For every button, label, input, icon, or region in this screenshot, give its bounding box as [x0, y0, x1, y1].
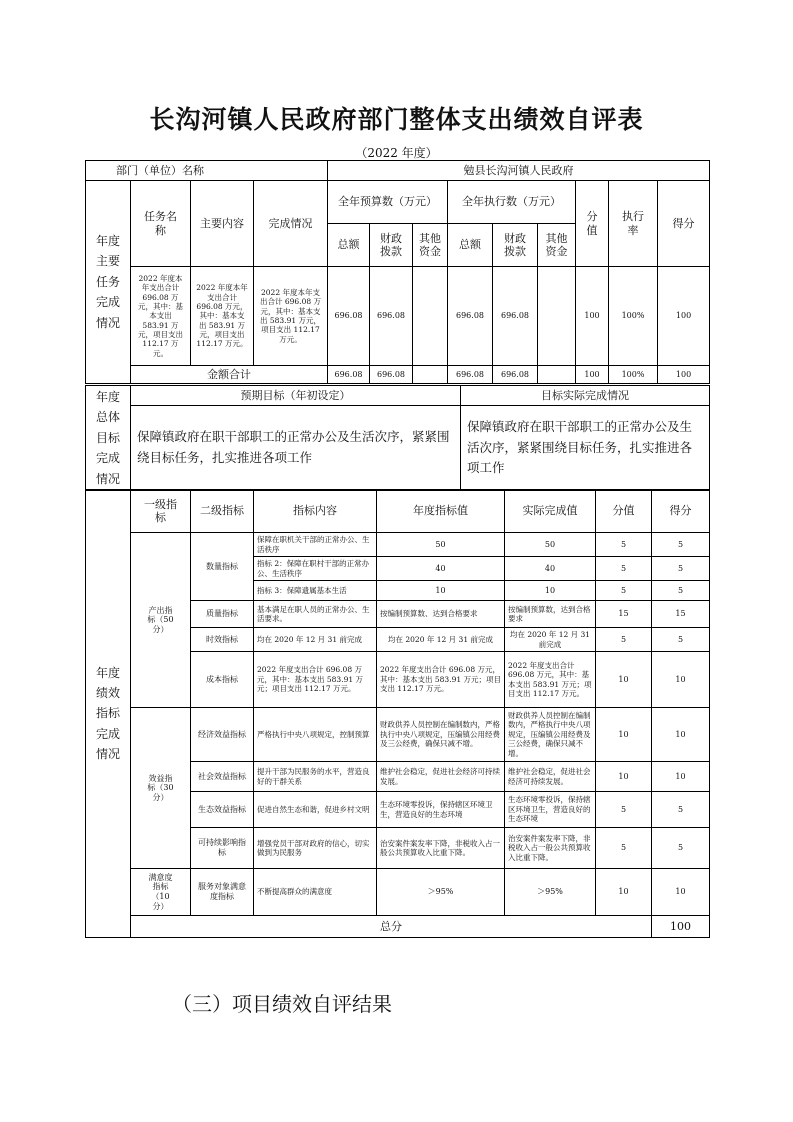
- budget-fiscal-cell: 696.08: [370, 267, 413, 366]
- indicator-target: 均在 2020 年 12 月 31 前完成: [377, 628, 505, 652]
- level2-label: 成本指标: [191, 652, 254, 708]
- level2-label: 生态效益指标: [191, 792, 254, 828]
- goals-side-label: 年度总体目标完成情况: [86, 386, 131, 491]
- header-actual-completion: 目标实际完成情况: [461, 386, 710, 406]
- expected-goal-text: 保障镇政府在职干部职工的正常办公及生活次序，紧紧围绕目标任务，扎实推进各项工作: [131, 406, 461, 491]
- indicator-score: 10: [652, 708, 710, 762]
- header-budget-other: 其他资金: [413, 224, 448, 267]
- header-exec-rate: 执行率: [609, 181, 658, 267]
- sum-budget-other: [413, 366, 448, 384]
- indicator-content: 2022 年度支出合计 696.08 万元，其中：基本支出 583.91 万元；项目支出 112.17 万元。: [254, 652, 377, 708]
- header-task-name: 任务名称: [131, 181, 191, 267]
- level2-label: 经济效益指标: [191, 708, 254, 762]
- indicator-actual: 生态环境零投诉，保持辖区环境卫生，营造良好的生态环境: [505, 792, 596, 828]
- indicator-score: 10: [652, 762, 710, 792]
- level1-benefit: 效益指标（30 分）: [131, 708, 191, 869]
- overall-goals-table: [85, 385, 710, 491]
- header-budget-total: 总额: [328, 224, 370, 267]
- level2-label: 时效指标: [191, 628, 254, 652]
- indicator-score: 5: [652, 628, 710, 652]
- header-score: 得分: [652, 490, 710, 533]
- indicator-target: 财政供养人员控制在编制数内，严格执行中央八项规定，压编镇公用经费及三公经费，确保只减不增。: [377, 708, 505, 762]
- header-budget-fiscal: 财政拨款: [370, 224, 413, 267]
- sum-budget-fiscal: 696.08: [370, 366, 413, 384]
- indicators-side-label: 年度绩效指标完成情况: [86, 490, 131, 938]
- indicator-fen: 5: [596, 557, 652, 581]
- sum-label: 金额合计: [131, 366, 328, 384]
- header-fen: 分值: [576, 181, 609, 267]
- level2-label: 社会效益指标: [191, 762, 254, 792]
- level2-label: 可持续影响指标: [191, 828, 254, 869]
- completion-cell: 2022 年度本年支出合计 696.08 万元，其中：基本支出 583.91 万元，项目支出 112.17 万元。: [254, 267, 328, 366]
- dept-label: 部门（单位）名称: [86, 161, 328, 181]
- indicator-fen: 10: [596, 762, 652, 792]
- sum-exec-other: [538, 366, 576, 384]
- header-completion: 完成情况: [254, 181, 328, 267]
- indicator-content: 增强党员干部对政府的信心，切实做到为民服务: [254, 828, 377, 869]
- level2-label: 质量指标: [191, 601, 254, 628]
- sum-score: 100: [658, 366, 710, 384]
- section-heading: （三）项目绩效自评结果: [172, 992, 392, 1016]
- header-main-content: 主要内容: [191, 181, 254, 267]
- header-indicator-content: 指标内容: [254, 490, 377, 533]
- indicator-score: 5: [652, 581, 710, 601]
- header-exec-total: 总额: [448, 224, 493, 267]
- level2-label: 服务对象满意度指标: [191, 869, 254, 916]
- indicator-target: 10: [377, 581, 505, 601]
- indicator-score: 5: [652, 792, 710, 828]
- indicator-score: 5: [652, 828, 710, 869]
- table-row: [86, 708, 710, 762]
- sum-fen: 100: [576, 366, 609, 384]
- indicator-content: 均在 2020 年 12 月 31 前完成: [254, 628, 377, 652]
- exec-other-cell: [538, 267, 576, 366]
- indicator-fen: 5: [596, 828, 652, 869]
- exec-rate-cell: 100%: [609, 267, 658, 366]
- table-row: [86, 533, 710, 557]
- table-row: [86, 869, 710, 916]
- exec-fiscal-cell: 696.08: [493, 267, 538, 366]
- sum-exec-total: 696.08: [448, 366, 493, 384]
- indicator-actual: 10: [505, 581, 596, 601]
- level2-quantity: 数量指标: [191, 533, 254, 601]
- header-level1: 一级指标: [131, 490, 191, 533]
- indicator-score: 5: [652, 533, 710, 557]
- indicator-score: 10: [652, 652, 710, 708]
- total-fen: 100: [652, 916, 710, 938]
- indicator-actual: 均在 2020 年 12 月 31 前完成: [505, 628, 596, 652]
- indicator-target: 维护社会稳定，促进社会经济可持续发展。: [377, 762, 505, 792]
- indicators-table: [85, 489, 710, 938]
- header-annual-target: 年度指标值: [377, 490, 505, 533]
- indicator-target: 治安案件案发率下降，非税收入占一般公共预算收入比重下降。: [377, 828, 505, 869]
- level1-output: 产出指标（50 分）: [131, 533, 191, 708]
- indicator-actual: 2022 年度支出合计 696.08 万元，其中：基本支出 583.91 万元；项目支出 112.17 万元。: [505, 652, 596, 708]
- indicator-actual: 40: [505, 557, 596, 581]
- indicator-content: 严格执行中央八项规定，控制预算: [254, 708, 377, 762]
- header-annual-budget: 全年预算数（万元）: [328, 181, 448, 224]
- indicator-target: 2022 年度支出合计 696.08 万元，其中：基本支出 583.91 万元；项目支出 112.17 万元。: [377, 652, 505, 708]
- indicator-content: 提升干部为民服务的水平，营造良好的干群关系: [254, 762, 377, 792]
- main-content-cell: 2022 年度本年支出合计 696.08 万元，其中：基本支出 583.91 万元，项目支出 112.17 万元。: [191, 267, 254, 366]
- sum-exec-rate: 100%: [609, 366, 658, 384]
- header-score: 得分: [658, 181, 710, 267]
- task-name-cell: 2022 年度本年支出合计 696.08 万元，其中：基本支出 583.91 万元，项目支出 112.17 万元。: [131, 267, 191, 366]
- indicator-actual: 治安案件案发率下降，非税收入占一般公共预算收入比重下降。: [505, 828, 596, 869]
- table-row: [86, 916, 710, 938]
- sum-budget-total: 696.08: [328, 366, 370, 384]
- header-exec-fiscal: 财政拨款: [493, 224, 538, 267]
- main-tasks-table: [85, 160, 710, 384]
- header-fen: 分值: [596, 490, 652, 533]
- header-level2: 二级指标: [191, 490, 254, 533]
- indicator-fen: 10: [596, 708, 652, 762]
- indicator-target: 按编制预算数、达到合格要求: [377, 601, 505, 628]
- header-exec-other: 其他资金: [538, 224, 576, 267]
- budget-total-cell: 696.08: [328, 267, 370, 366]
- indicator-target: ＞95%: [377, 869, 505, 916]
- budget-other-cell: [413, 267, 448, 366]
- indicator-target: 生态环境零投诉，保持辖区环境卫生，营造良好的生态环境: [377, 792, 505, 828]
- actual-completion-text: 保障镇政府在职干部职工的正常办公及生活次序，紧紧围绕目标任务，扎实推进各项工作: [461, 406, 710, 491]
- indicator-content: 指标 2：保障在职村干部的正常办公、生活秩序: [254, 557, 377, 581]
- level1-satisfaction: 满意度指标（10 分）: [131, 869, 191, 916]
- indicator-fen: 15: [596, 601, 652, 628]
- indicator-score: 5: [652, 557, 710, 581]
- indicator-content: 不断提高群众的满意度: [254, 869, 377, 916]
- indicator-content: 基本满足在职人员的正常办公、生活要求。: [254, 601, 377, 628]
- page-title: 长沟河镇人民政府部门整体支出绩效自评表: [149, 105, 644, 134]
- indicator-fen: 5: [596, 628, 652, 652]
- sum-exec-fiscal: 696.08: [493, 366, 538, 384]
- indicator-content: 促进自然生态和谐，促进乡村文明: [254, 792, 377, 828]
- indicator-target: 50: [377, 533, 505, 557]
- indicator-fen: 5: [596, 581, 652, 601]
- indicator-fen: 10: [596, 652, 652, 708]
- header-actual-value: 实际完成值: [505, 490, 596, 533]
- dept-name: 勉县长沟河镇人民政府: [328, 161, 710, 181]
- indicator-actual: ＞95%: [505, 869, 596, 916]
- header-expected-goal: 预期目标（年初设定）: [131, 386, 461, 406]
- tasks-side-label: 年度主要任务完成情况: [86, 181, 131, 384]
- total-label: 总分: [131, 916, 652, 938]
- exec-total-cell: 696.08: [448, 267, 493, 366]
- indicator-actual: 维护社会稳定，促进社会经济可持续发展。: [505, 762, 596, 792]
- indicator-score: 10: [652, 869, 710, 916]
- indicator-fen: 5: [596, 533, 652, 557]
- report-year: （2022 年度）: [355, 146, 438, 160]
- indicator-score: 15: [652, 601, 710, 628]
- indicator-target: 40: [377, 557, 505, 581]
- score-cell: 100: [658, 267, 710, 366]
- indicator-actual: 50: [505, 533, 596, 557]
- indicator-content: 保障在职机关干部的正常办公、生活秩序: [254, 533, 377, 557]
- indicator-actual: 按编制预算数，达到合格要求: [505, 601, 596, 628]
- indicator-actual: 财政供养人员控制在编制数内，严格执行中央八项规定，压编镇公用经费及三公经费，确保只减不增。: [505, 708, 596, 762]
- indicator-fen: 5: [596, 792, 652, 828]
- header-annual-execution: 全年执行数（万元）: [448, 181, 576, 224]
- indicator-fen: 10: [596, 869, 652, 916]
- indicator-content: 指标 3：保障遗属基本生活: [254, 581, 377, 601]
- fen-cell: 100: [576, 267, 609, 366]
